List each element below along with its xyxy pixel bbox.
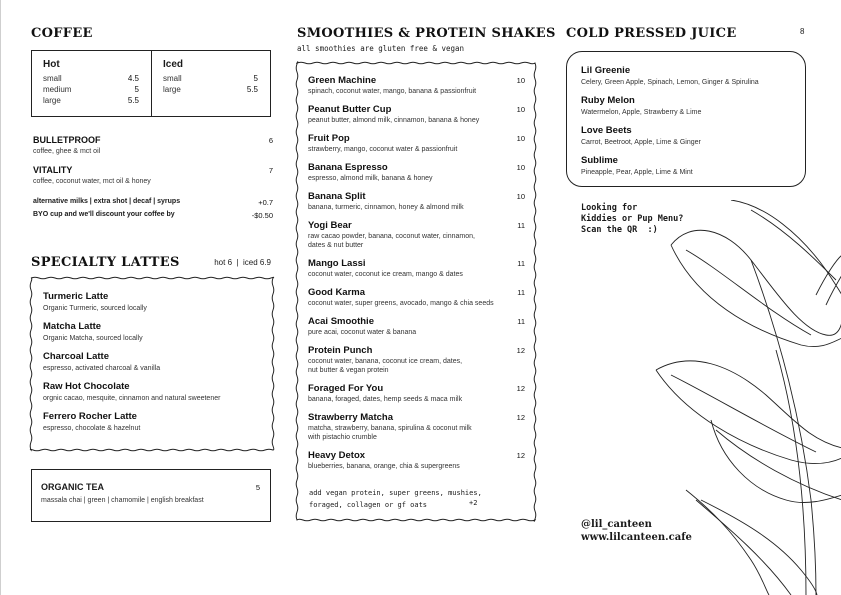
menu-item [33,135,101,156]
menu-item [43,411,140,433]
item-price: 6 [268,136,273,145]
menu-item [308,220,475,250]
menu-item [33,165,151,186]
social-handle[interactable]: @lil_canteen [581,519,652,530]
item-desc: Watermelon, Apple, Strawberry & Lime [581,109,702,116]
extras-price: +0.7 [258,198,273,207]
promo-line: Looking for [581,203,638,213]
tea-name: ORGANIC TEA [41,482,104,492]
item-price: 12 [516,413,525,422]
item-name: Yogi Bear [308,220,352,231]
item-name: Mango Lassi [308,258,366,269]
stem [751,260,816,595]
promo-text [581,203,683,236]
hot-price: 5 [134,85,139,94]
hot-size: medium [43,85,72,94]
item-name: BULLETPROOF [33,135,101,145]
item-name: Foraged For You [308,383,384,394]
item-name: Charcoal Latte [43,351,109,362]
item-name: Banana Espresso [308,162,388,173]
item-price: 10 [516,163,525,172]
menu-item [308,383,462,404]
item-desc: Carrot, Beetroot, Apple, Lime & Ginger [581,139,701,146]
addon-line: foraged, collagen or gf oats [309,501,428,509]
item-desc: banana, foraged, dates, hemp seeds & maca milk [308,396,463,403]
byo-price: -$0.50 [251,211,273,220]
addon-price: +2 [469,499,478,507]
item-name: Raw Hot Chocolate [43,381,130,392]
item-price: 10 [516,192,525,201]
hot-size: small [43,74,62,83]
menu-item [308,287,494,308]
promo-line: Kiddies or Pup Menu? [581,214,684,224]
item-desc: coconut water, banana, coconut ice cream, dates, [308,358,463,365]
leaf-outline [671,230,841,335]
menu-item [308,316,416,337]
tea-price: 5 [255,483,260,492]
byo-label: BYO cup and we'll discount your coffee by [33,211,175,218]
item-desc: blueberries, banana, orange, chia & supergreens [308,463,460,470]
hot-column [32,51,152,116]
menu-item [43,291,147,313]
item-desc: Organic Matcha, sourced locally [43,335,143,342]
addon-text [309,487,482,511]
item-name: Peanut Butter Cup [308,104,392,115]
juice-title: COLD PRESSED JUICE [566,26,737,41]
item-price: 10 [516,105,525,114]
item-price: 12 [516,451,525,460]
item-name: Strawberry Matcha [308,412,394,423]
item-name: Turmeric Latte [43,291,109,302]
coffee-title: COFFEE [31,26,93,41]
lattes-prices: hot 6 | iced 6.9 [214,258,271,267]
item-price: 11 [517,288,525,297]
leaf-vein [696,500,791,595]
item-price: 10 [516,76,525,85]
leaf-outline [686,490,769,595]
smoothies-title: SMOOTHIES & PROTEIN SHAKES [297,26,556,41]
iced-title: Iced [163,59,184,70]
menu-item [308,104,479,125]
hot-price: 5.5 [127,96,139,105]
menu-item [43,321,143,343]
item-name: Protein Punch [308,345,373,356]
item-desc: raw cacao powder, banana, coconut water, cinnamon, [308,233,475,240]
item-price: 11 [517,317,525,326]
item-desc: Celery, Green Apple, Spinach, Lemon, Ginger & Spirulina [581,79,759,86]
leaf-outline [731,200,841,295]
website-link[interactable]: www.lilcanteen.cafe [581,532,692,543]
menu-item [308,412,472,442]
item-price: 11 [517,221,525,230]
item-name: VITALITY [33,165,73,175]
menu-item [308,258,463,279]
leaf-vein [751,210,836,280]
item-price: 12 [516,346,525,355]
smoothies-subtitle: all smoothies are gluten free & vegan [297,44,465,53]
item-desc: Pineapple, Pear, Apple, Lime & Mint [581,169,693,176]
item-price: 12 [516,384,525,393]
item-desc: espresso, almond milk, banana & honey [308,175,433,182]
iced-price: 5.5 [246,85,258,94]
item-name: Fruit Pop [308,133,350,144]
item-desc: nut butter & vegan protein [308,367,389,374]
menu-item [308,191,464,212]
item-name: Green Machine [308,75,377,86]
menu-item [581,95,701,117]
iced-size: small [163,74,182,83]
item-name: Ferrero Rocher Latte [43,411,137,422]
item-desc: coconut water, super greens, avocado, mango & chia seeds [308,300,494,307]
stem [776,350,806,595]
item-desc: coffee, coconut water, mct oil & honey [33,178,151,185]
promo-line: Scan the QR :) [581,225,658,235]
item-desc: matcha, strawberry, banana, spirulina & coconut milk [308,425,472,432]
menu-item [308,450,460,471]
item-price: 7 [268,166,273,175]
menu-item [581,125,701,147]
tea-box [31,469,271,522]
hot-title: Hot [43,59,60,70]
iced-price: 5 [253,74,258,83]
menu-item [308,133,457,154]
menu-item [43,381,220,403]
menu-item [43,351,160,373]
social-block [581,518,692,544]
item-name: Banana Split [308,191,366,202]
item-desc: espresso, chocolate & hazelnut [43,425,141,432]
hot-size: large [43,96,61,105]
lattes-title: SPECIALTY LATTES [31,255,180,270]
menu-item [308,75,476,96]
item-desc: peanut butter, almond milk, cinnamon, banana & honey [308,117,480,124]
item-name: Heavy Detox [308,450,366,461]
coffee-size-box [31,50,271,117]
hot-price: 4.5 [127,74,139,83]
item-desc: banana, turmeric, cinnamon, honey & almond milk [308,204,464,211]
item-desc: spinach, coconut water, mango, banana & passionfruit [308,88,477,95]
addon-line: add vegan protein, super greens, mushies, [309,489,482,497]
tea-desc: massala chai | green | chamomile | english breakfast [41,497,204,504]
item-name: Good Karma [308,287,366,298]
leaf-outline [711,420,841,503]
item-desc: coconut water, coconut ice cream, mango & dates [308,271,463,278]
item-name: Matcha Latte [43,321,102,332]
item-desc: pure acai, coconut water & banana [308,329,417,336]
item-desc: strawberry, mango, coconut water & passionfruit [308,146,458,153]
item-name: Ruby Melon [581,95,635,106]
item-name: Sublime [581,155,618,166]
menu-item [581,65,759,87]
iced-size: large [163,85,181,94]
item-desc: espresso, activated charcoal & vanilla [43,365,161,372]
extras-label: alternative milks | extra shot | decaf | syrups [33,198,181,205]
item-name: Lil Greenie [581,65,631,76]
item-desc: Organic Turmeric, sourced locally [43,305,147,312]
leaf-outline [701,500,817,595]
item-desc: dates & nut butter [308,242,364,249]
item-desc: orgnic cacao, mesquite, cinnamon and natural sweetener [43,395,221,402]
menu-item [581,155,693,177]
item-name: Acai Smoothie [308,316,374,327]
page-number: 8 [800,27,805,36]
leaf-outline [656,361,841,448]
item-desc: with pistachio crumble [308,434,377,441]
item-name: Love Beets [581,125,632,136]
item-price: 11 [517,259,525,268]
item-price: 10 [516,134,525,143]
iced-column [152,51,270,116]
menu-item [308,345,462,375]
leaf-vein [671,375,816,452]
menu-item [308,162,433,183]
item-desc: coffee, ghee & mct oil [33,148,101,155]
